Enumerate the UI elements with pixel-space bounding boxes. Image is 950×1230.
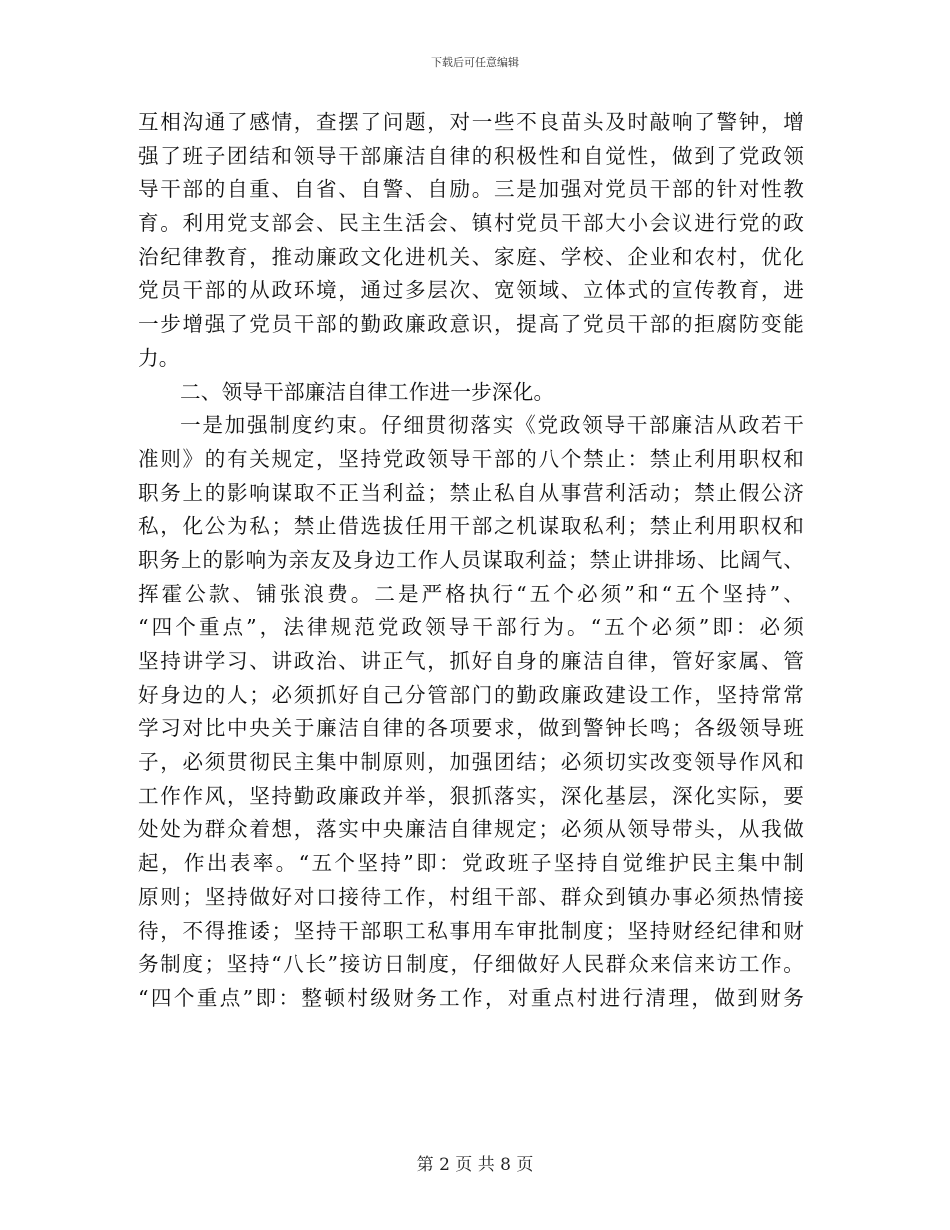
text-line: “四个重点”即：整顿村级财务工作，对重点村进行清理，做到财务 (138, 985, 804, 1010)
section-heading: 二、领导干部廉洁自律工作进一步深化。 (180, 379, 555, 404)
text-line: 互相沟通了感情，查摆了问题，对一些不良苗头及时敲响了警钟，增 (138, 110, 804, 134)
text-line: 待，不得推诿；坚持干部职工私事用车审批制度；坚持财经纪律和财 (138, 918, 804, 943)
paragraph-start-line: 一是加强制度约束。仔细贯彻落实《党政领导干部廉洁从政若干 (180, 413, 804, 438)
text-line: 起，作出表率。“五个坚持”即：党政班子坚持自觉维护民主集中制 (138, 851, 804, 876)
text-line: 好身边的人；必须抓好自己分管部门的勤政廉政建设工作，坚持常常 (138, 682, 804, 707)
text-line: 私，化公为私；禁止借选拔任用干部之机谋取私利；禁止利用职权和 (138, 514, 804, 539)
text-line: 学习对比中央关于廉洁自律的各项要求，做到警钟长鸣；各级领导班 (138, 716, 804, 741)
text-line: 处处为群众着想，落实中央廉洁自律规定；必须从领导带头，从我做 (138, 817, 804, 842)
document-body (138, 106, 804, 1016)
text-line: 导干部的自重、自省、自警、自励。三是加强对党员干部的针对性教 (138, 177, 804, 202)
text-line: “四个重点”，法律规范党政领导干部行为。“五个必须”即：必须 (138, 615, 804, 640)
text-line: 党员干部的从政环境，通过多层次、宽领域、立体式的宣传教育，进 (138, 278, 804, 303)
text-line: 职务上的影响为亲友及身边工作人员谋取利益；禁止讲排场、比阔气、 (138, 547, 804, 572)
text-line: 工作作风，坚持勤政廉政并举，狠抓落实，深化基层，深化实际，要 (138, 783, 804, 808)
text-line: 治纪律教育，推动廉政文化进机关、家庭、学校、企业和农村，优化 (138, 244, 804, 269)
text-line: 坚持讲学习、讲政治、讲正气，抓好自身的廉洁自律，管好家属、管 (138, 649, 804, 673)
text-line: 务制度；坚持“八长”接访日制度，仔细做好人民群众来信来访工作。 (138, 952, 804, 977)
page-header-note: 下载后可任意编辑 (431, 56, 519, 69)
text-line: 原则；坚持做好对口接待工作，村组干部、群众到镇办事必须热情接 (138, 884, 804, 909)
text-line: 一步增强了党员干部的勤政廉政意识，提高了党员干部的拒腐防变能 (138, 312, 804, 337)
text-line: 强了班子团结和领导干部廉洁自律的积极性和自觉性，做到了党政领 (138, 143, 804, 168)
text-line: 力。 (138, 345, 180, 370)
text-line: 职务上的影响谋取不正当利益；禁止私自从事营利活动；禁止假公济 (138, 480, 804, 505)
text-line: 子，必须贯彻民主集中制原则，加强团结；必须切实改变领导作风和 (138, 750, 804, 775)
text-line: 准则》的有关规定，坚持党政领导干部的八个禁止：禁止利用职权和 (138, 446, 804, 471)
text-line: 育。利用党支部会、民主生活会、镇村党员干部大小会议进行党的政 (138, 211, 804, 236)
text-line: 挥霍公款、铺张浪费。二是严格执行“五个必须”和“五个坚持”、 (138, 581, 804, 606)
page-number: 第 2 页 共 8 页 (416, 1155, 534, 1175)
